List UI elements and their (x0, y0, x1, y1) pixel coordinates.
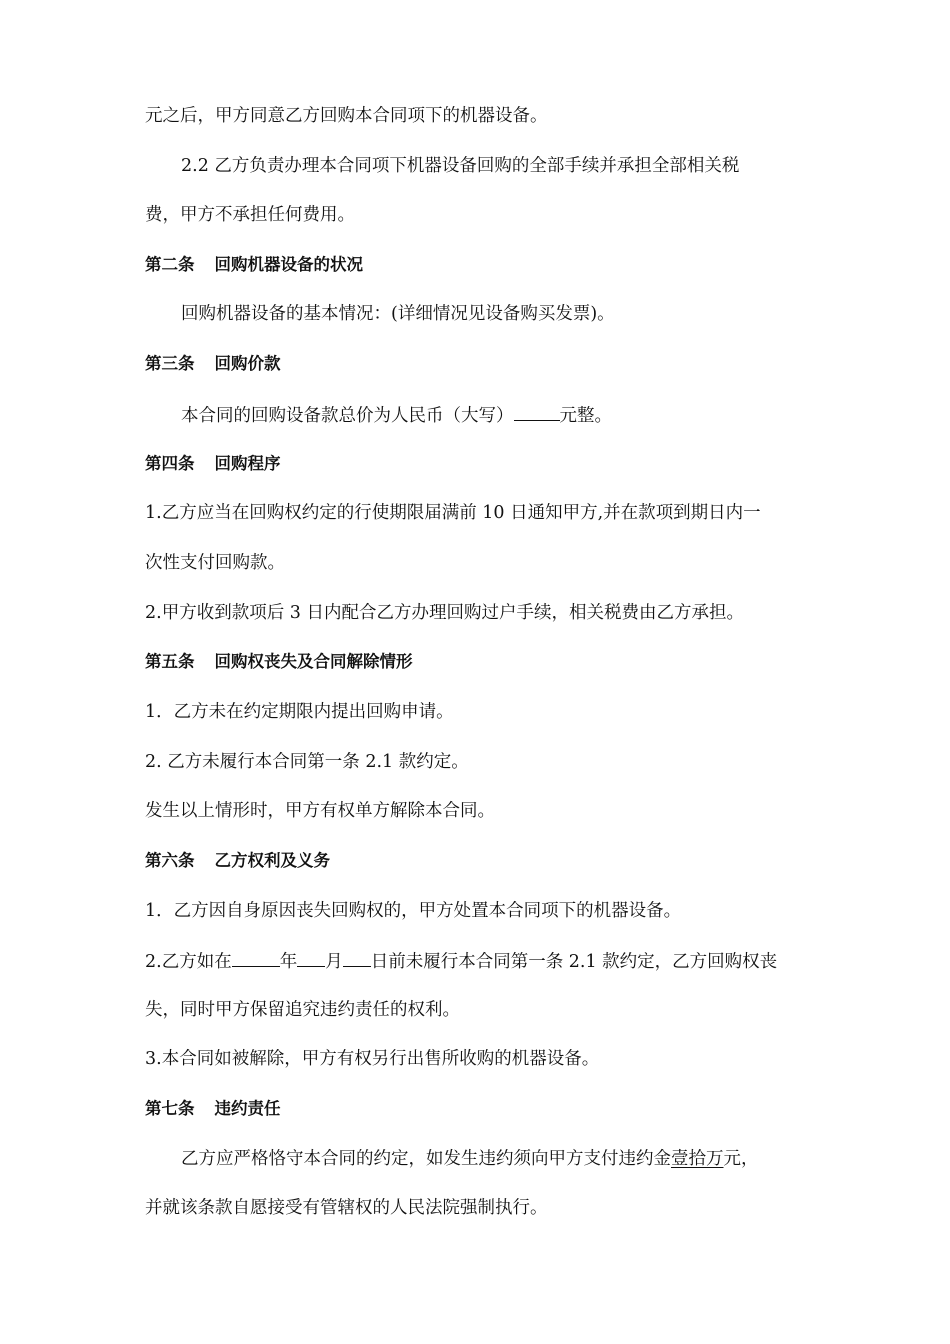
clause-2-2-line: 2.2 乙方负责办理本合同项下机器设备回购的全部手续并承担全部相关税 (181, 156, 740, 176)
article-number: 第七条 (145, 1099, 195, 1118)
penalty-text-end: 元， (723, 1149, 759, 1169)
paragraph-line: 费，甲方不承担任何费用。 (145, 205, 355, 225)
year-blank (232, 949, 280, 967)
article-number: 第三条 (145, 354, 195, 373)
paragraph-line: 1.乙方应当在回购权约定的行使期限届满前 10 日通知甲方,并在款项到期日内一 (145, 503, 761, 523)
day-blank (343, 949, 371, 967)
month-blank (297, 949, 325, 967)
paragraph-line: 次性支付回购款。 (145, 553, 285, 573)
article-number: 第五条 (145, 652, 195, 671)
article-4-heading (145, 453, 815, 475)
paragraph-line: 1．乙方因自身原因丧失回购权的，甲方处置本合同项下的机器设备。 (145, 901, 682, 921)
paragraph-line: 2. 乙方未履行本合同第一条 2.1 款约定。 (145, 752, 469, 772)
penalty-amount: 壹拾万 (671, 1149, 724, 1169)
penalty-text: 乙方应严格恪守本合同的约定，如发生违约须向甲方支付违约金 (181, 1149, 671, 1169)
price-line (181, 403, 851, 427)
article-number: 第二条 (145, 255, 195, 274)
price-text: 本合同的回购设备款总价为人民币（大写） (181, 406, 514, 426)
date-text-end: 日前未履行本合同第一条 2.1 款约定，乙方回购权丧 (370, 952, 778, 972)
article-title: 回购机器设备的状况 (214, 255, 363, 274)
paragraph-line: 2.甲方收到款项后 3 日内配合乙方办理回购过户手续，相关税费由乙方承担。 (145, 603, 744, 623)
month-label: 月 (325, 952, 343, 972)
paragraph-line: 失，同时甲方保留追究违约责任的权利。 (145, 1000, 460, 1020)
article-2-heading (145, 254, 815, 276)
article-5-heading (145, 651, 815, 673)
paragraph-line: 1．乙方未在约定期限内提出回购申请。 (145, 702, 454, 722)
article-title: 回购权丧失及合同解除情形 (214, 652, 413, 671)
article-3-heading (145, 353, 815, 375)
paragraph-line: 并就该条款自愿接受有管辖权的人民法院强制执行。 (145, 1198, 548, 1218)
article-6-heading (145, 850, 815, 872)
penalty-line (181, 1148, 851, 1170)
article-number: 第四条 (145, 454, 195, 473)
paragraph-line: 元之后，甲方同意乙方回购本合同项下的机器设备。 (145, 106, 548, 126)
article-number: 第六条 (145, 851, 195, 870)
year-label: 年 (279, 952, 298, 972)
article-title: 回购程序 (214, 454, 281, 473)
article-title: 乙方权利及义务 (214, 851, 330, 870)
date-text: 2.乙方如在 (145, 952, 232, 972)
date-line (145, 949, 815, 973)
article-title: 回购价款 (214, 354, 281, 373)
paragraph-line: 发生以上情形时，甲方有权单方解除本合同。 (145, 801, 495, 821)
price-text-end: 元整。 (559, 406, 612, 426)
paragraph-line: 回购机器设备的基本情况：(详细情况见设备购买发票)。 (181, 304, 615, 324)
paragraph-line: 3.本合同如被解除，甲方有权另行出售所收购的机器设备。 (145, 1049, 600, 1069)
article-title: 违约责任 (214, 1099, 281, 1118)
article-7-heading (145, 1098, 815, 1120)
price-blank (514, 403, 560, 421)
